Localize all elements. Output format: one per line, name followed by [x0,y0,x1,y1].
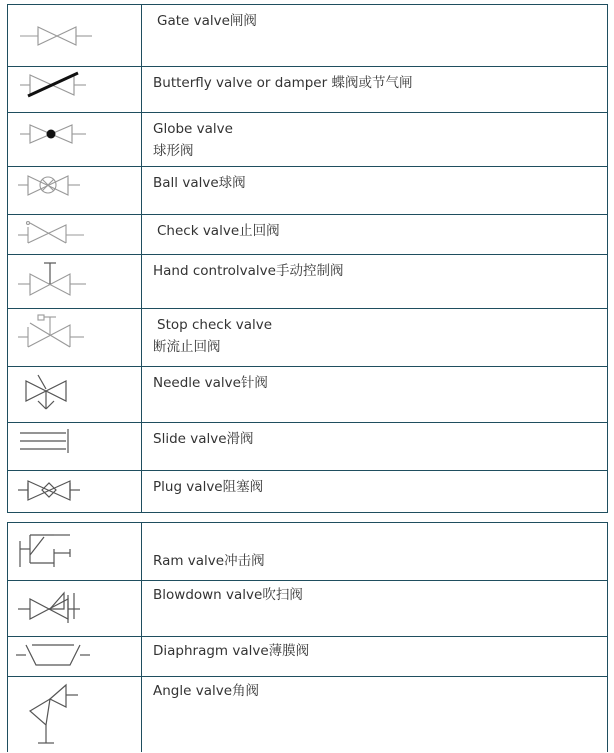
plug-valve-icon [7,471,142,513]
row-label: Needle valve针阀 [153,375,268,391]
table-row [7,422,608,470]
table-row [7,66,608,112]
valve-table-2 [7,522,608,752]
ram-valve-icon [7,523,142,580]
stop-check-valve-icon [7,309,142,366]
row-label: Globe valve [153,121,233,137]
row-label: Angle valve角阀 [153,683,260,699]
table-row [7,4,608,66]
valve-table-1 [7,4,608,513]
angle-valve-icon [7,677,142,752]
table-row [7,522,608,580]
globe-valve-icon [7,113,142,166]
table-row [7,308,608,366]
row-label: Ram valve冲击阀 [153,553,265,569]
slide-valve-icon [7,423,142,470]
table-row [7,112,608,166]
row-label: Blowdown valve吹扫阀 [153,587,303,603]
row-label: Plug valve阻塞阀 [153,479,264,495]
table-row [7,366,608,422]
table-row [7,470,608,513]
table-row [7,636,608,676]
row-label: Stop check valve [157,317,273,333]
butterfly-valve-icon [7,67,142,112]
table-row [7,254,608,308]
row-label: Butterfly valve or damper 蝶阀或节气闸 [153,75,413,91]
table-row [7,166,608,214]
row-label: Hand controlvalve手动控制阀 [153,263,344,279]
table-row [7,214,608,254]
row-label: Diaphragm valve薄膜阀 [153,643,310,659]
row-label-zh: 断流止回阀 [153,339,221,355]
needle-valve-icon [7,367,142,422]
row-label: Ball valve球阀 [153,175,246,191]
gate-valve-icon [7,5,142,66]
row-label: Gate valve闸阀 [157,13,257,29]
table-row [7,676,608,752]
row-label: Check valve止回阀 [157,223,280,239]
diaphragm-valve-icon [7,637,142,676]
table-row [7,580,608,636]
row-label: Slide valve滑阀 [153,431,254,447]
row-label-zh: 球形阀 [153,143,194,159]
ball-valve-icon [7,167,142,214]
hand-control-valve-icon [7,255,142,308]
blowdown-valve-icon [7,581,142,636]
check-valve-icon [7,215,142,254]
